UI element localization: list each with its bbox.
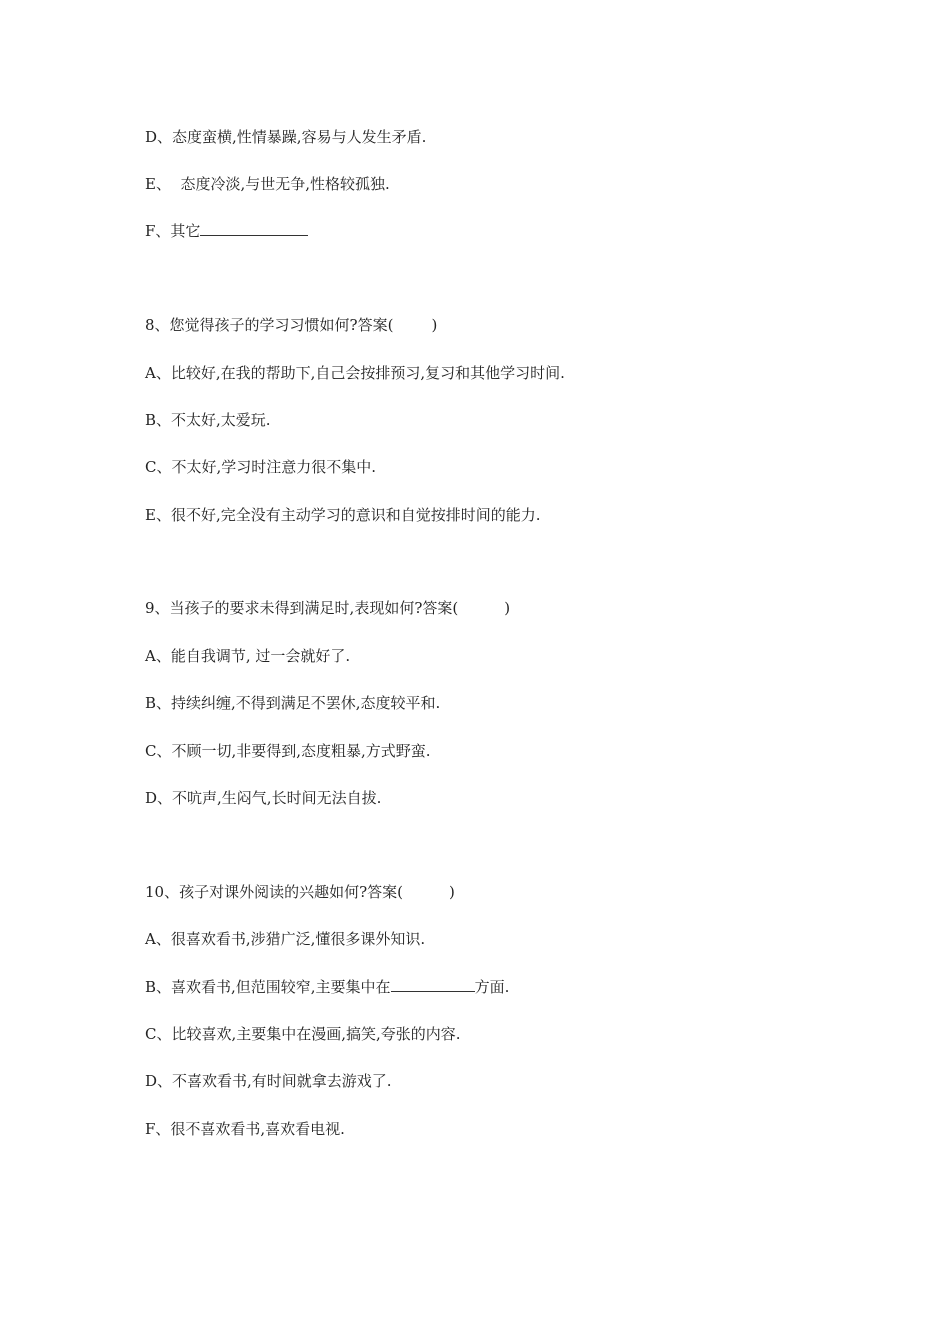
q10-topic-blank — [391, 977, 475, 992]
q9-option-d: D、不吭声,生闷气,长时间无法自拔. — [145, 789, 382, 807]
q10-option-b-suffix: 方面. — [474, 978, 510, 996]
q7-option-d: D、态度蛮横,性情暴躁,容易与人发生矛盾. — [145, 128, 427, 146]
q8-option-b: B、不太好,太爱玩. — [145, 411, 271, 429]
q10-option-f: F、很不喜欢看书,喜欢看电视. — [145, 1120, 345, 1138]
q9-question — [145, 598, 510, 618]
q8-question-close: ) — [431, 316, 438, 334]
q9-option-c: C、不顾一切,非要得到,态度粗暴,方式野蛮. — [145, 742, 431, 760]
q9-question-text: 9、当孩子的要求未得到满足时,表现如何?答案( — [145, 599, 459, 617]
q10-option-b — [145, 977, 509, 997]
q10-option-d: D、不喜欢看书,有时间就拿去游戏了. — [145, 1072, 392, 1090]
q10-option-a: A、很喜欢看书,涉猎广泛,懂很多课外知识. — [145, 930, 426, 948]
q7-option-e: E、 态度冷淡,与世无争,性格较孤独. — [145, 175, 390, 193]
q7-other-blank — [200, 221, 308, 236]
q8-question — [145, 315, 437, 335]
q10-option-b-text: B、喜欢看书,但范围较窄,主要集中在 — [145, 978, 391, 996]
q10-question — [145, 882, 455, 902]
q9-question-close: ) — [504, 599, 511, 617]
q8-question-text: 8、您觉得孩子的学习习惯如何?答案( — [145, 316, 394, 334]
q7-option-f — [145, 221, 308, 241]
q9-option-b: B、持续纠缠,不得到满足不罢休,态度较平和. — [145, 694, 441, 712]
q8-option-e: E、很不好,完全没有主动学习的意识和自觉按排时间的能力. — [145, 506, 541, 524]
q10-question-close: ) — [448, 883, 455, 901]
q8-option-c: C、不太好,学习时注意力很不集中. — [145, 458, 377, 476]
q10-option-c: C、比较喜欢,主要集中在漫画,搞笑,夸张的内容. — [145, 1025, 461, 1043]
q8-option-a: A、比较好,在我的帮助下,自己会按排预习,复习和其他学习时间. — [145, 364, 565, 382]
q10-question-text: 10、孩子对课外阅读的兴趣如何?答案( — [145, 883, 403, 901]
q9-option-a: A、能自我调节, 过一会就好了. — [145, 647, 351, 665]
q7-option-f-label: F、其它 — [145, 222, 201, 240]
